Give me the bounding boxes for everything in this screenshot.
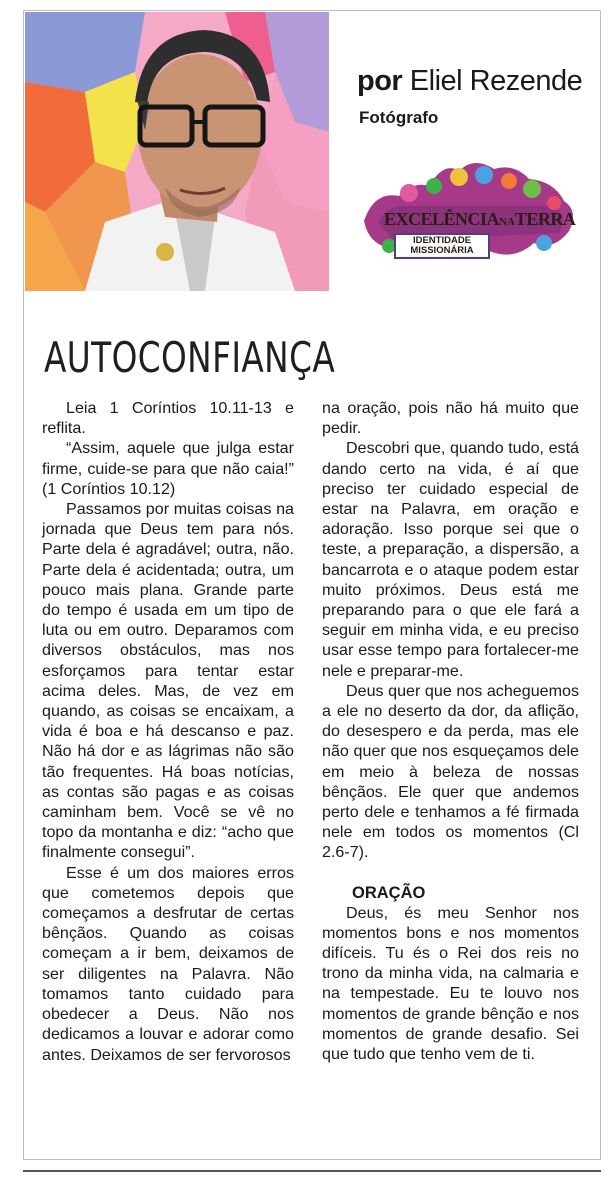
logo-subtitle <box>394 233 490 259</box>
excelencia-na-terra-logo <box>354 151 584 271</box>
logo-subtitle-line2: MISSIONÁRIA <box>410 245 474 256</box>
paragraph: Passamos por muitas coisas na jornada que Deus tem para nós. Parte dela é agradável; outra, não. Parte dela é acidentada; outra, um pouco mais plana. Grande parte do tempo é usada em um tipo de luta ou em outro. Deparamos com diversos obstáculos, mas nos esforçamos para tentar estar acima deles. Mas, de vez em quando, as coisas se encaixam, a vida é boa e há descanso e paz. Não há dor e as lágrimas não são tão frequentes. Há boas notícias, as contas são pagas e as coisas caminham bem. Você se vê no topo da montanha e diz: “acho que finalmente consegui”. <box>42 500 294 862</box>
prayer-text: Deus, és meu Senhor nos momentos bons e nos momentos difíceis. Tu és o Rei dos reis no trono da minha vida, na calmaria e na tempestade. Eu te louvo nos momentos de grande bênção e nos momentos de grande desafio. Sei que tudo que tenho vem de ti. <box>322 903 579 1064</box>
article-title: AUTOCONFIANÇA <box>44 333 336 382</box>
paragraph: Esse é um dos maiores erros que cometemos depois que começamos a desfrutar de certas bênçãos. Quando as coisas começam a ir bem, deixamos de ser diligentes na Palavra. Não tomamos tanto cuidado para obedecer a Deus. Não nos dedicamos a louvar e adorar como antes. Deixamos de ser fervorosos <box>42 863 294 1064</box>
logo-title-part1: EXCELÊNCIA <box>384 209 500 229</box>
bottom-rule <box>23 1170 601 1172</box>
author-byline <box>357 65 582 98</box>
article-right-column <box>322 398 579 1064</box>
logo-title <box>384 209 575 230</box>
paragraph: “Assim, aquele que julga estar firme, cuide-se para que não caia!” (1 Coríntios 10.12) <box>42 439 294 498</box>
byline-prefix: por <box>357 65 403 97</box>
author-role: Fotógrafo <box>359 108 439 127</box>
logo-title-na: NA <box>499 216 515 228</box>
paragraph: Leia 1 Coríntios 10.11-13 e reflita. <box>42 399 294 438</box>
article-left-column <box>42 398 294 1065</box>
paragraph-continuation: na oração, pois não há muito que pedir. <box>322 399 579 438</box>
paragraph: Deus quer que nos acheguemos a ele no deserto da dor, da aflição, do desespero e da perda, mas ele não quer que nos esqueçamos dele em meio à beleza de nossas bênçãos. Ele quer que andemos perto dele e tenhamos a fé firmada nele em todos os momentos (Cl 2.6-7). <box>322 681 579 862</box>
paragraph: Descobri que, quando tudo, está dando certo na vida, é aí que preciso ter cuidado especial de estar na Palavra, em oração e adoração. Isso porque sei que o teste, a preparação, a dispersão, a bancarrota e o ataque podem estar muito próximos. Deus está me preparando para o que ele fará a seguir em minha vida, e eu preciso usar esse tempo para fortalecer-me nele e preparar-me. <box>322 439 579 680</box>
logo-title-part2: TERRA <box>514 209 576 229</box>
author-name: Eliel Rezende <box>409 65 583 97</box>
author-photo <box>25 12 329 291</box>
logo-subtitle-line1: IDENTIDADE <box>412 235 472 246</box>
prayer-heading: ORAÇÃO <box>352 883 426 902</box>
spacer <box>322 863 579 883</box>
